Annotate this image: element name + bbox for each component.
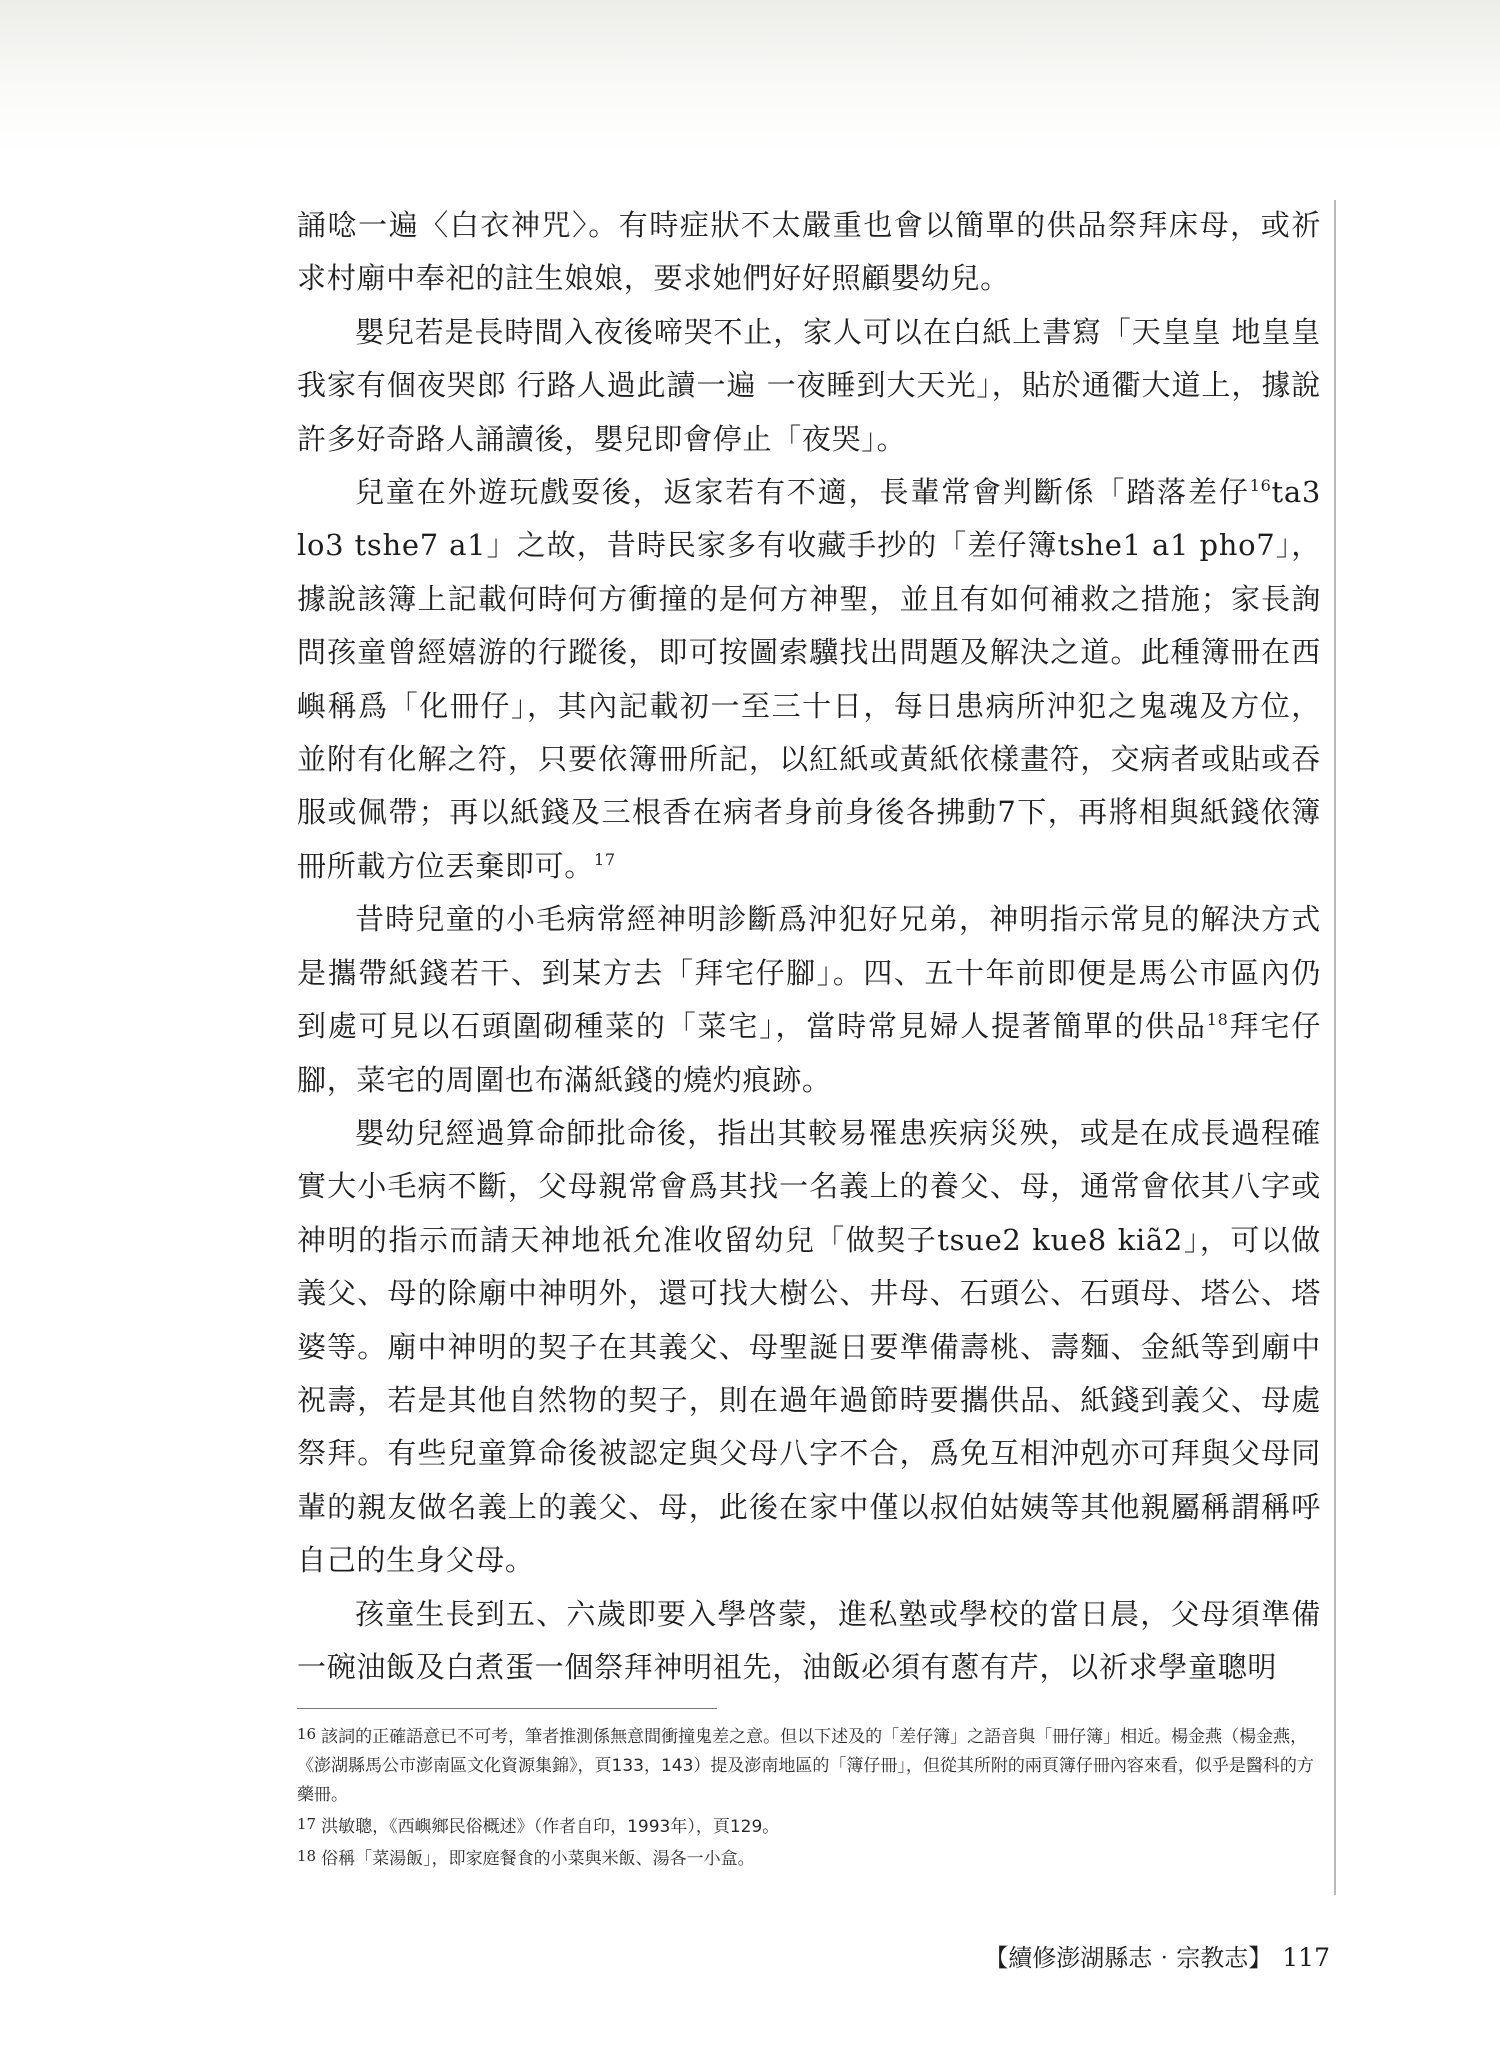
paragraph-text: 嬰幼兒經過算命師批命後，指出其較易罹患疾病災殃，或是在成長過程確實大小毛病不斷，父母親常會爲其找一名義上的養父、母，通常會依其八字或神明的指示而請天神地祇允准收留幼兒「做契子tsue2 kue8 kiã2」，可以做義父、母的除廟中神明外，還可找大樹公、井母、石頭公、石頭母、塔公、塔婆等。廟中神明的契子在其義父、母聖誕日要準備壽桃、壽麵、金紙等到廟中祝壽，若是其他自然物的契子，則在過年過節時要攜供品、紙錢到義父、母處祭拜。有些兒童算命後被認定與父母八字不合，爲免互相沖剋亦可拜與父母同輩的親友做名義上的義父、母，此後在家中僅以叔伯姑姨等其他親屬稱謂稱呼自己的生身父母。 [297,1115,1321,1578]
footnote-separator [297,1708,717,1709]
footnote-number: 17 [297,1815,317,1833]
footnotes [297,1720,1325,1874]
margin-rule [1334,200,1336,1895]
book-title: 【續修澎湖縣志‧宗教志】 [984,1944,1273,1972]
footnote-reference: 18 [1206,1010,1229,1030]
paragraph-text: 嬰兒若是長時間入夜後啼哭不止，家人可以在白紙上書寫「天皇皇 地皇皇 我家有個夜哭郎 行路人過此讀一遍 一夜睡到大天光」，貼於通衢大道上，據說許多好奇路人誦讀後，嬰兒即會停止「夜哭」。 [297,314,1321,456]
paragraph-text: 兒童在外遊玩戲耍後，返家若有不適，長輩常會判斷係「踏落差仔 [355,475,1250,510]
body-paragraph [297,893,1321,1107]
paragraph-text: ta3 lo3 tshe7 a1」之故，昔時民家多有收藏手抄的「差仔簿tshe1 a1 pho7」，據說該簿上記載何時何方衝撞的是何方神聖，並且有如何補救之措施；家長詢問孩童曾經嬉游的行蹤後，即可按圖索驥找出問題及解決之道。此種簿冊在西嶼稱爲「化冊仔」，其內記載初一至三十日，每日患病所沖犯之鬼魂及方位，並附有化解之符，只要依簿冊所記，以紅紙或黃紙依樣畫符，交病者或貼或吞服或佩帶；再以紙錢及三根香在病者身前身後各拂動7下，再將相與紙錢依簿冊所載方位丟棄即可。 [297,475,1321,883]
body-paragraph [297,1588,1321,1695]
footnote-number: 16 [297,1725,317,1743]
body-paragraph [297,1107,1321,1588]
footnote-text: 該詞的正確語意已不可考，筆者推測係無意間衝撞鬼差之意。但以下述及的「差仔簿」之語音與「冊仔簿」相近。楊金燕（楊金燕，《澎湖縣馬公市澎南區文化資源集錦》，頁133，143）提及澎南地區的「簿仔冊」，但從其所附的兩頁簿仔冊內容來看，似乎是醫科的方藥冊。 [297,1727,1314,1805]
footnote-reference: 17 [594,849,616,869]
footnote-number: 18 [297,1847,317,1865]
paragraph-text: 拜宅仔腳，菜宅的周圍也布滿紙錢的燒灼痕跡。 [297,1009,1321,1097]
paragraph-text: 孩童生長到五、六歲即要入學啓蒙，進私塾或學校的當日晨，父母須準備一碗油飯及白煮蛋一個祭拜神明祖先，油飯必須有蔥有芹，以祈求學童聰明 [297,1596,1321,1684]
footnote-text: 俗稱「菜湯飯」，即家庭餐食的小菜與米飯、湯各一小盒。 [321,1849,755,1869]
footnote [297,1720,1325,1810]
body-paragraph [297,466,1321,893]
footnote-reference: 16 [1249,476,1272,496]
page-number: 117 [1282,1943,1330,1972]
body-paragraph [297,199,1321,306]
footnote [297,1842,1325,1874]
paragraph-text: 誦唸一遍〈白衣神咒〉。有時症狀不太嚴重也會以簡單的供品祭拜床母，或祈求村廟中奉祀的註生娘娘，要求她們好好照顧嬰幼兒。 [297,208,1321,296]
running-footer [984,1938,1330,1973]
page-top-shade [0,0,1500,150]
footnote [297,1810,1325,1842]
footnote-text: 洪敏聰，《西嶼鄉民俗概述》（作者自印，1993年），頁129。 [321,1817,780,1837]
body-text [297,199,1321,1694]
paragraph-text: 昔時兒童的小毛病常經神明診斷爲沖犯好兄弟，神明指示常見的解決方式是攜帶紙錢若干、到某方去「拜宅仔腳」。四、五十年前即便是馬公市區內仍到處可見以石頭圍砌種菜的「菜宅」，當時常見婦人提著簡單的供品 [297,902,1321,1044]
body-paragraph [297,306,1321,466]
